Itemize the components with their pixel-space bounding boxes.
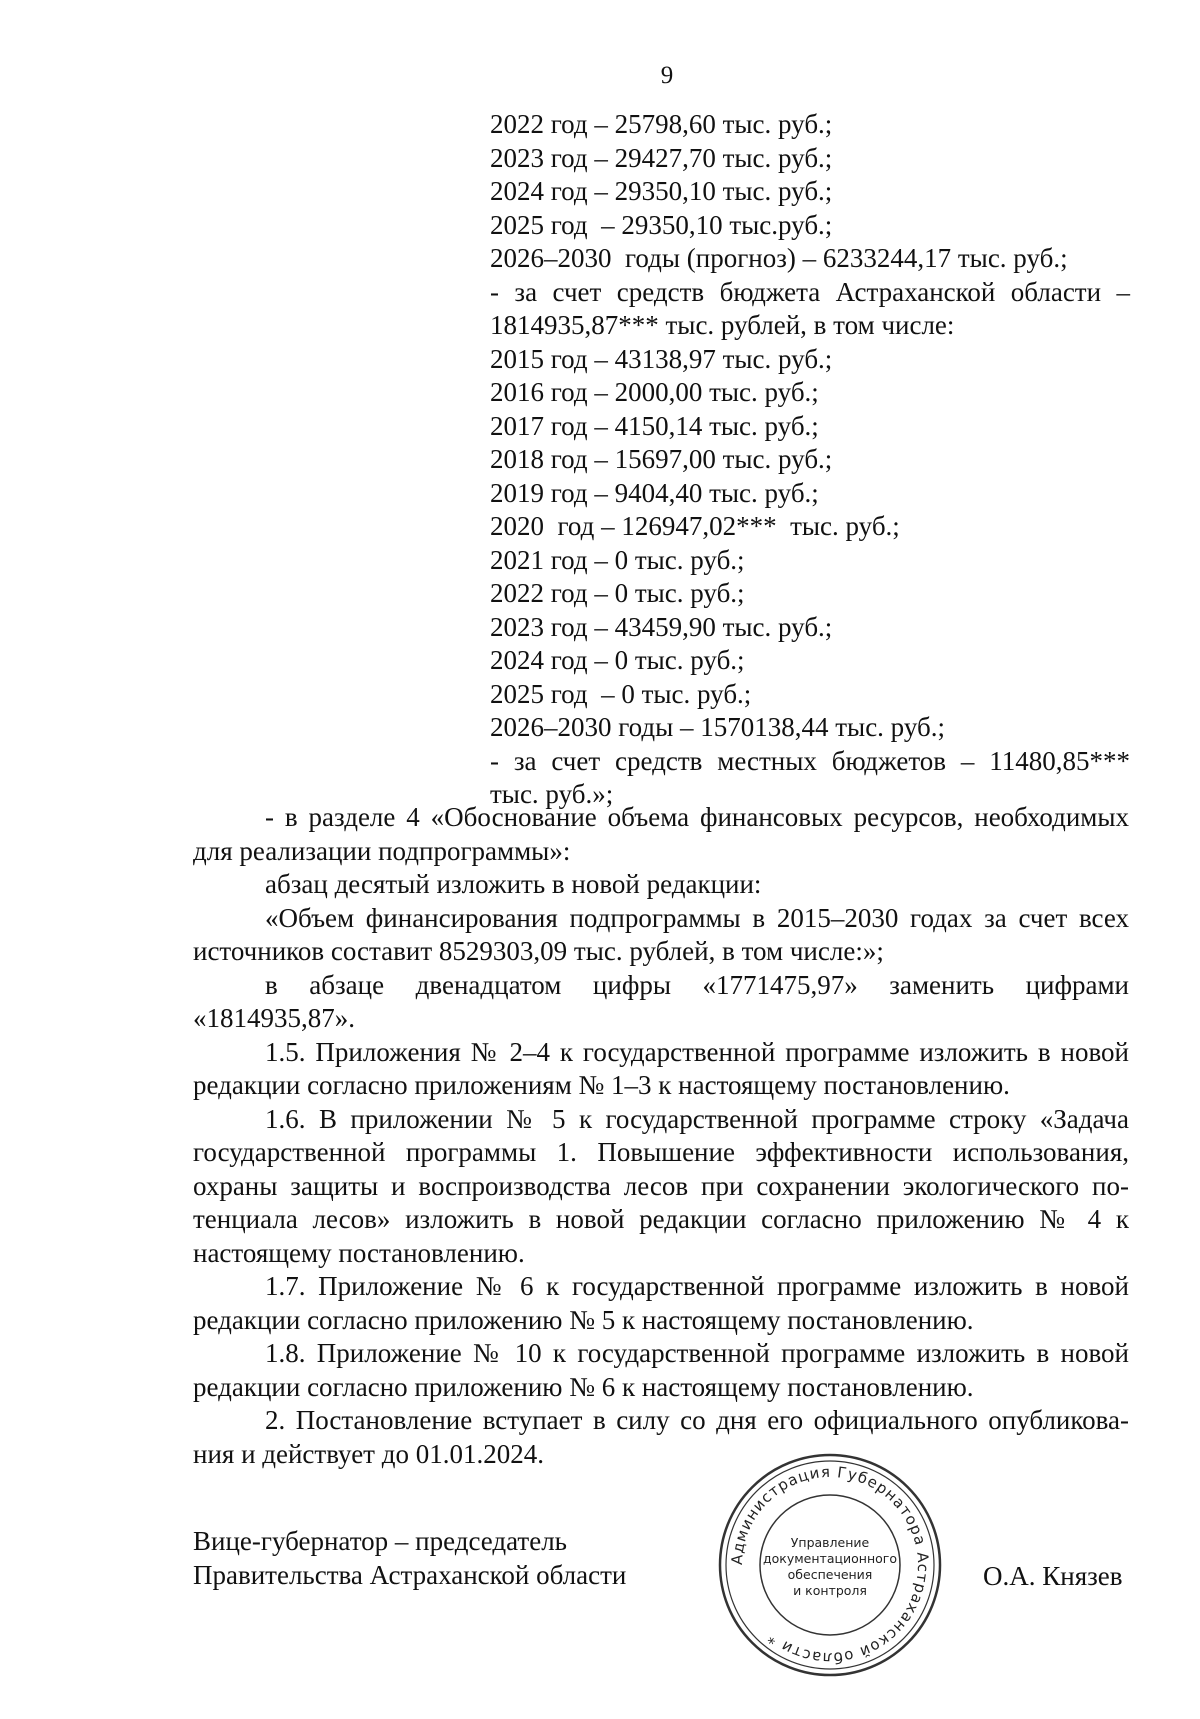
list-item: 2018 год – 15697,00 тыс. руб.;: [490, 444, 833, 474]
paragraph-1-8: [193, 1337, 1129, 1404]
paragraph-section-4: [193, 801, 1129, 868]
list-item: 2022 год – 0 тыс. руб.;: [490, 578, 745, 608]
paragraph-abzac-10: [193, 868, 1129, 902]
paragraph-1-7: [193, 1270, 1129, 1337]
text-line: «Объем финансирования подпрограммы в 2015–2030 годах за счет всех: [265, 902, 1129, 933]
list-item: 2024 год – 29350,10 тыс. руб.;: [490, 176, 833, 206]
text-line: «1814935,87».: [193, 1003, 355, 1033]
paragraph-2: [193, 1404, 1129, 1471]
text-line: редакции согласно приложениям № 1–3 к настоящему постановлению.: [193, 1070, 1010, 1100]
body-text: [193, 801, 1129, 1471]
list-item: тыс. руб.»;: [490, 779, 614, 809]
text-line: настоящему постановлению.: [193, 1237, 525, 1268]
text-line: источников составит 8529303,09 тыс. рублей, в том числе:»;: [193, 936, 884, 966]
text-line: 1.8. Приложение № 10 к государственной программе изложить в новой: [265, 1338, 1129, 1368]
list-item: 2016 год – 2000,00 тыс. руб.;: [490, 377, 819, 407]
official-seal: [715, 1450, 945, 1680]
paragraph-abzac-12: [193, 969, 1129, 1036]
text-line: абзац десятый изложить в новой редакции:: [265, 869, 762, 899]
svg-text:и контроля: и контроля: [793, 1583, 867, 1598]
svg-text:обеспечения: обеспечения: [787, 1567, 873, 1582]
list-item: 2022 год – 25798,60 тыс. руб.;: [490, 109, 833, 139]
list-item: 2015 год – 43138,97 тыс. руб.;: [490, 343, 833, 374]
list-item: 2025 год – 29350,10 тыс.руб.;: [490, 209, 833, 240]
text-line: редакции согласно приложению № 5 к настоящему постановлению.: [193, 1304, 974, 1335]
list-item: 2024 год – 0 тыс. руб.;: [490, 645, 745, 675]
list-item: 2020 год – 126947,02*** тыс. руб.;: [490, 511, 900, 541]
page-number: 9: [660, 62, 674, 89]
text-line: - в разделе 4 «Обоснование объема финансовых ресурсов, необходимых: [265, 802, 1129, 832]
svg-text:документационного: документационного: [763, 1551, 897, 1566]
text-line: 2. Постановление вступает в силу со дня его официального опубликова-: [265, 1405, 1129, 1435]
text-line: 1.6. В приложении № 5 к государственной программе строку «Задача: [265, 1103, 1129, 1134]
text-line: охраны защиты и воспроизводства лесов при сохранении экологического по-: [193, 1170, 1129, 1201]
list-item: 2026–2030 годы (прогноз) – 6233244,17 тыс. руб.;: [490, 243, 1068, 273]
paragraph-1-6: [193, 1103, 1129, 1271]
text-line: для реализации подпрограммы»:: [193, 835, 571, 866]
paragraph-volume: [193, 902, 1129, 969]
text-line: 1.5. Приложения № 2–4 к государственной программе изложить в новой: [265, 1036, 1129, 1067]
paragraph-1-5: [193, 1036, 1129, 1103]
list-item: 2023 год – 43459,90 тыс. руб.;: [490, 611, 833, 642]
list-item: 2019 год – 9404,40 тыс. руб.;: [490, 477, 819, 508]
text-line: редакции согласно приложению № 6 к настоящему постановлению.: [193, 1371, 974, 1402]
funding-list: [490, 108, 1130, 812]
svg-text:Управление: Управление: [790, 1535, 870, 1550]
svg-text:Администрация Губернатора Астр: Администрация Губернатора Астраханской области *: [727, 1462, 933, 1668]
text-line: ния и действует до 01.01.2024.: [193, 1438, 544, 1469]
signature-position-line: Правительства Астраханской области: [193, 1559, 627, 1590]
text-line: тенциала лесов» изложить в новой редакции согласно приложению № 4 к: [193, 1204, 1129, 1234]
list-item: 1814935,87*** тыс. рублей, в том числе:: [490, 310, 955, 340]
list-item: 2021 год – 0 тыс. руб.;: [490, 544, 745, 575]
text-line: 1.7. Приложение № 6 к государственной программе изложить в новой: [265, 1271, 1129, 1301]
signature-position-line: Вице-губернатор – председатель: [193, 1526, 567, 1556]
signature-position: [193, 1525, 626, 1592]
text-line: государственной программы 1. Повышение эффективности использования,: [193, 1137, 1129, 1167]
list-item: 2017 год – 4150,14 тыс. руб.;: [490, 410, 819, 441]
list-item: 2023 год – 29427,70 тыс. руб.;: [490, 142, 833, 173]
list-item: 2026–2030 годы – 1570138,44 тыс. руб.;: [490, 712, 945, 742]
text-line: в абзаце двенадцатом цифры «1771475,97» заменить цифрами: [265, 969, 1129, 1000]
signer-name: О.А. Князев: [983, 1561, 1123, 1591]
list-item: - за счет средств бюджета Астраханской области –: [490, 276, 1130, 307]
list-item: - за счет средств местных бюджетов – 11480,85***: [490, 745, 1130, 776]
list-item: 2025 год – 0 тыс. руб.;: [490, 678, 752, 709]
